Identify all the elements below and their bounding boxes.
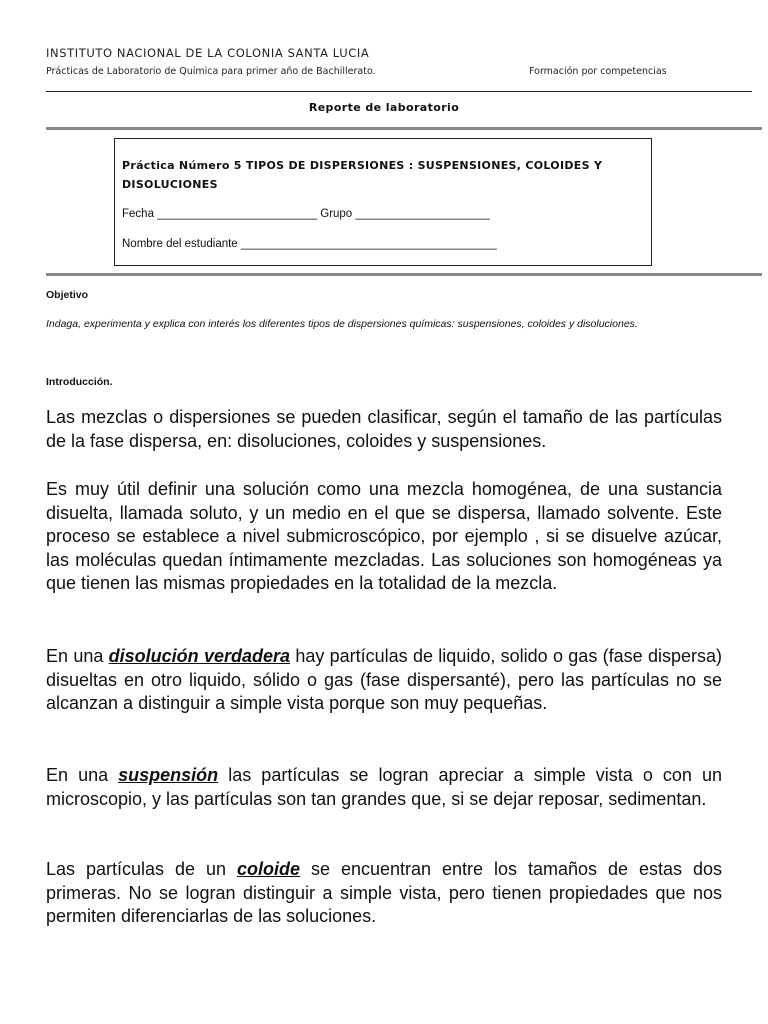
header-divider (46, 91, 752, 92)
box-divider (46, 273, 762, 276)
paragraph-text: se encuentran entre los tamaños de estas dos primeras. No se logran distinguir a simple vista, pero tienen propiedades que nos permiten diferenciarlas de las soluciones. (46, 859, 723, 926)
introduction-heading: Introducción. (46, 376, 113, 388)
paragraph-text: Las partículas de un (46, 859, 237, 879)
course-subtitle: Prácticas de Laboratorio de Química para primer año de Bachillerato. (46, 66, 376, 77)
intro-paragraph-2: Es muy útil definir una solución como una mezcla homogénea, de una sustancia disuelta, llamada soluto, y un medio en el que se dispersa, llamado solvente. Este proceso se establece a nivel submicroscópico, por ejemplo , si se disuelve azúcar, las moléculas quedan íntimamente mezcladas. Las soluciones son homogéneas ya que tienen las mismas propiedades en la totalidad de la mezcla. (46, 479, 722, 593)
intro-paragraph-5 (46, 858, 722, 929)
keyword-suspension: suspensión (118, 765, 219, 785)
student-name-field: Nombre del estudiante ________________________________________ (122, 238, 497, 250)
paragraph-text: En una (46, 765, 119, 785)
title-divider (46, 127, 762, 130)
objective-heading: Objetivo (46, 289, 89, 301)
intro-paragraph-3 (46, 645, 722, 716)
institution-name: INSTITUTO NACIONAL DE LA COLONIA SANTA LUCIA (46, 46, 370, 60)
intro-paragraph-4 (46, 764, 722, 811)
keyword-colloid: coloide (237, 859, 301, 879)
paragraph-text: hay partículas de liquido, solido o gas (fase dispersa) disueltas en otro liquido, sólido o gas (fase dispersanté), pero las partículas no se alcanzan a distinguir a simple vista porque son muy pequeñas. (46, 646, 722, 713)
fecha-grupo-field: Fecha _________________________ Grupo _____________________ (122, 208, 490, 220)
objective-text: Indaga, experimenta y explica con interés los diferentes tipos de dispersiones químicas: suspensiones, coloides y disoluciones. (46, 318, 638, 330)
report-title: Reporte de laboratorio (308, 101, 460, 114)
paragraph-text: las partículas se logran apreciar a simple vista o con un microscopio, y las partículas son tan grandes que, si se dejar reposar, sedimentan. (46, 765, 722, 809)
competence-label: Formación por competencias (529, 66, 667, 77)
practice-title: Práctica Número 5 TIPOS DE DISPERSIONES : SUSPENSIONES, COLOIDES Y DISOLUCIONES (122, 159, 603, 191)
keyword-true-solution: disolución verdadera (108, 646, 291, 666)
intro-paragraph-1: Las mezclas o dispersiones se pueden clasificar, según el tamaño de las partículas de la fase dispersa, en: disoluciones, coloides y suspensiones. (46, 407, 722, 451)
paragraph-text: En una (46, 646, 109, 666)
